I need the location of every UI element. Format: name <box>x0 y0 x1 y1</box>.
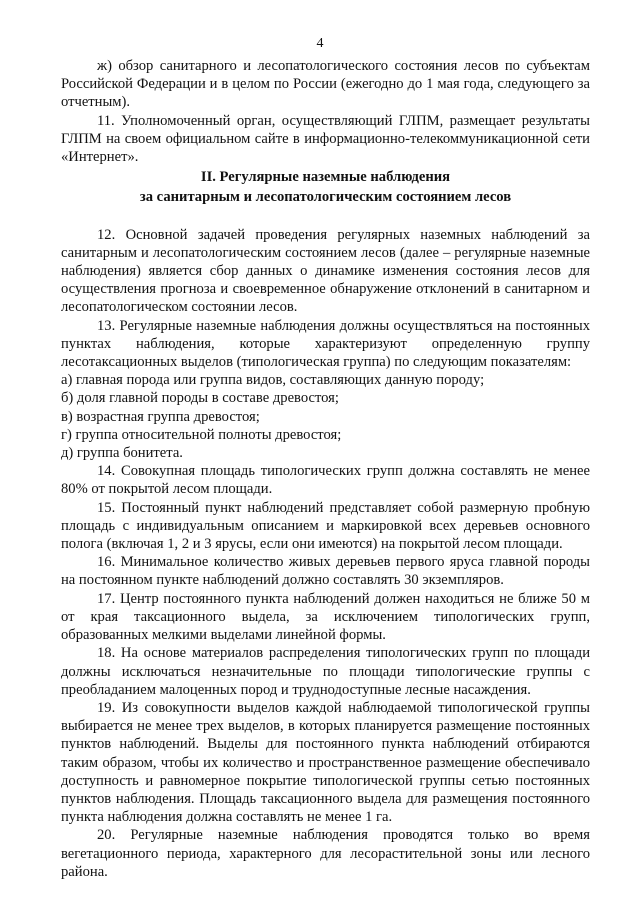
paragraph-19: 19. Из совокупности выделов каждой наблюдаемой типологической группы выбирается не менее трех выделов, в которых планируется размещение постоянных пунктов наблюдений. Выделы для постоянного пункта наблюдений отбираются таким образом, чтобы их количество и пространственное размещение обеспечивало доступность и равномерное покрытие типологической группы сетью постоянных пунктов наблюдения. Площадь таксационного выдела для размещения постоянного пункта наблюдения должна составлять не менее 1 га. <box>61 699 590 826</box>
list-item-13g: г) группа относительной полноты древостоя; <box>61 426 342 443</box>
list-item-13v: в) возрастная группа древостоя; <box>61 408 260 425</box>
document-body <box>61 57 590 881</box>
paragraph-zh: ж) обзор санитарного и лесопатологического состояния лесов по субъектам Российской Федерации и в целом по России (ежегодно до 1 мая года, следующего за отчетным). <box>61 58 590 111</box>
paragraph-12: 12. Основной задачей проведения регулярных наземных наблюдений за санитарным и лесопатологическим состоянием лесов (далее – регулярные наземные наблюдения) является сбор данных о динамике изменения состояния лесов для осуществления прогноза и своевременное обнаружение отклонений в санитарном и лесопатологическом состоянии лесов. <box>61 226 590 316</box>
paragraph-16: 16. Минимальное количество живых деревьев первого яруса главной породы на постоянном пункте наблюдений должно составлять 30 экземпляров. <box>61 554 590 589</box>
list-item-13b: б) доля главной породы в составе древостоя; <box>61 390 339 407</box>
list-item-13a: а) главная порода или группа видов, составляющих данную породу; <box>61 372 485 389</box>
paragraph-14: 14. Совокупная площадь типологических групп должна составлять не менее 80% от покрытой лесом площади. <box>61 463 590 498</box>
list-item-13d: д) группа бонитета. <box>61 445 183 462</box>
paragraph-18: 18. На основе материалов распределения типологических групп по площади должны исключаться незначительные по площади типологические группы с преобладанием малоценных пород и труднодоступные лесные насаждения. <box>61 645 590 698</box>
section-heading-line-2: за санитарным и лесопатологическим состоянием лесов <box>139 189 512 206</box>
paragraph-11: 11. Уполномоченный орган, осуществляющий ГЛПМ, размещает результаты ГЛПМ на своем официальном сайте в информационно-телекоммуникационной сети «Интернет». <box>61 112 590 166</box>
page-number: 4 <box>316 36 324 51</box>
section-heading-line-1: II. Регулярные наземные наблюдения <box>200 169 451 186</box>
paragraph-15: 15. Постоянный пункт наблюдений представляет собой размерную пробную площадь с индивидуальным описанием и маркировкой всех деревьев основного полога (включая 1, 2 и 3 ярусы, если они имеются) на покрытой лесом площади. <box>61 499 590 553</box>
paragraph-20: 20. Регулярные наземные наблюдения проводятся только во время вегетационного периода, характерного для лесорастительной зоны или лесного района. <box>61 827 590 880</box>
paragraph-13: 13. Регулярные наземные наблюдения должны осуществляться на постоянных пунктах наблюдения, которые характеризуют определенную группу лесотаксационных выделов (типологическая группа) по следующим показателям: <box>61 317 590 371</box>
paragraph-17: 17. Центр постоянного пункта наблюдений должен находиться не ближе 50 м от края таксационного выдела, за исключением типологических групп, образованных мелкими выделами линейной формы. <box>61 590 590 644</box>
